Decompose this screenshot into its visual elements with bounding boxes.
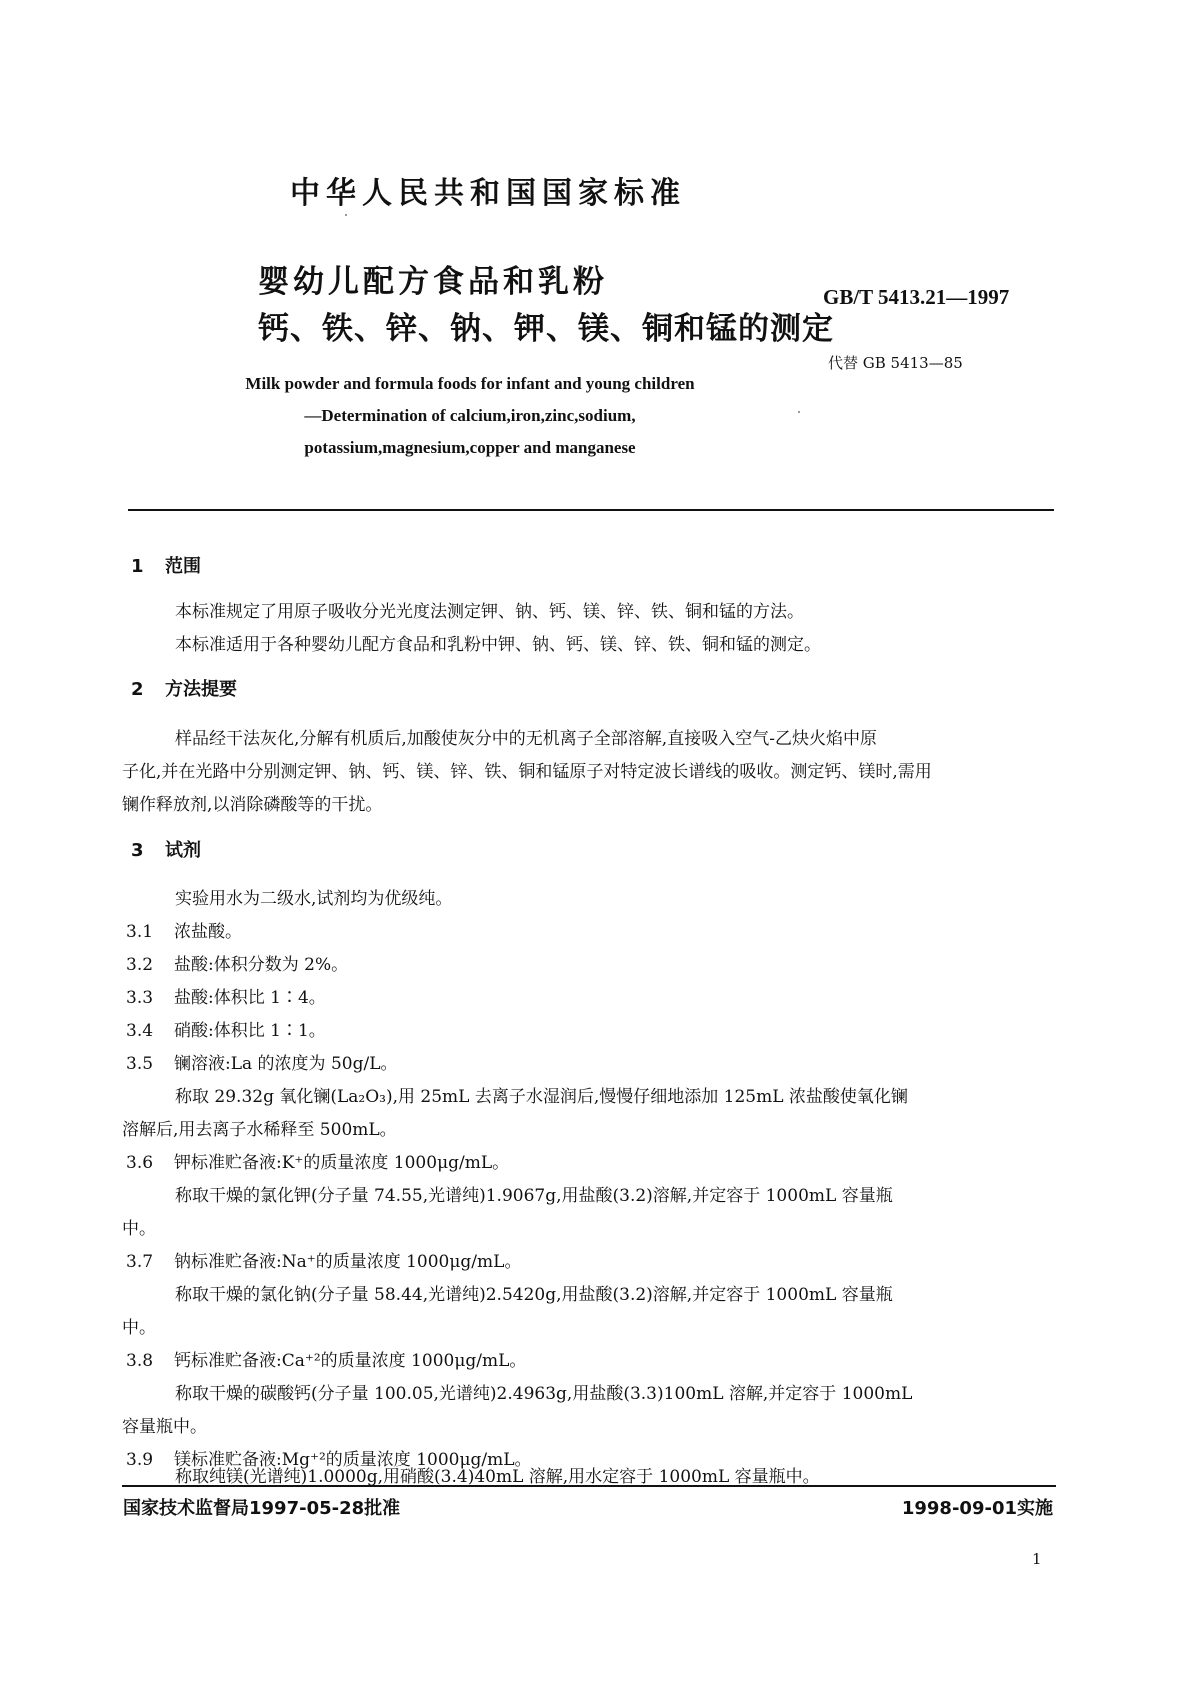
reagent-item — [126, 917, 242, 942]
sodium-prep-line-2: 中。 — [122, 1318, 156, 1338]
reagent-item — [126, 983, 326, 1008]
calcium-prep-line-2: 容量瓶中。 — [122, 1417, 207, 1437]
lanthanum-prep-line-2: 溶解后,用去离子水稀释至 500mL。 — [122, 1120, 397, 1140]
potassium-prep-line-2: 中。 — [122, 1219, 156, 1239]
scan-speck — [345, 214, 347, 216]
scope-paragraph-2: 本标准适用于各种婴幼儿配方食品和乳粉中钾、钠、钙、镁、锌、铁、铜和锰的测定。 — [175, 635, 821, 655]
effective-date: 1998-09-01实施 — [901, 1498, 1053, 1519]
replaces-standard: 代替 GB 5413—85 — [828, 354, 963, 372]
reagent-item — [126, 1016, 326, 1041]
scope-paragraph-1: 本标准规定了用原子吸收分光光度法测定钾、钠、钙、镁、锌、铁、铜和锰的方法。 — [175, 602, 804, 622]
title-chinese-line-2: 钙、铁、锌、钠、钾、镁、铜和锰的测定 — [258, 311, 834, 347]
header-divider — [128, 509, 1054, 511]
section-number: 1 — [131, 556, 144, 577]
item-text: 钠标准贮备液:Na⁺的质量浓度 1000μg/mL。 — [174, 1252, 522, 1272]
section-1-heading — [131, 552, 201, 578]
footer-divider — [122, 1485, 1056, 1487]
section-3-heading — [131, 836, 201, 862]
item-text: 钾标准贮备液:K⁺的质量浓度 1000μg/mL。 — [174, 1153, 510, 1173]
reagents-intro: 实验用水为二级水,试剂均为优级纯。 — [175, 889, 453, 909]
item-number: 3.1 — [126, 922, 154, 942]
title-english-line-2: —Determination of calcium,iron,zinc,sodium, — [304, 406, 636, 425]
reagent-item — [126, 1148, 509, 1173]
title-english-line-1: Milk powder and formula foods for infant and young children — [245, 374, 695, 393]
section-title: 范围 — [165, 556, 201, 577]
scan-speck — [798, 411, 800, 413]
item-number: 3.9 — [126, 1450, 154, 1470]
page-number: 1 — [1032, 1550, 1042, 1568]
magnesium-prep-line-1: 称取纯镁(光谱纯)1.0000g,用硝酸(3.4)40mL 溶解,用水定容于 1000mL 容量瓶中。 — [175, 1467, 820, 1487]
method-line-2: 子化,并在光路中分别测定钾、钠、钙、镁、锌、铁、铜和锰原子对特定波长谱线的吸收。测定钙、镁时,需用 — [122, 762, 932, 782]
calcium-prep-line-1: 称取干燥的碳酸钙(分子量 100.05,光谱纯)2.4963g,用盐酸(3.3)100mL 溶解,并定容于 1000mL — [175, 1384, 913, 1404]
section-number: 2 — [131, 679, 144, 700]
standard-code: GB/T 5413.21—1997 — [823, 285, 1010, 309]
section-title: 试剂 — [165, 840, 201, 861]
item-text: 盐酸:体积分数为 2%。 — [174, 955, 349, 975]
item-number: 3.3 — [126, 988, 154, 1008]
section-number: 3 — [131, 840, 144, 861]
item-text: 镧溶液:La 的浓度为 50g/L。 — [174, 1054, 398, 1074]
item-number: 3.6 — [126, 1153, 154, 1173]
title-chinese-line-1: 婴幼儿配方食品和乳粉 — [258, 264, 608, 300]
item-number: 3.4 — [126, 1021, 154, 1041]
reagent-item — [126, 1346, 526, 1371]
approval-date: 国家技术监督局1997-05-28批准 — [123, 1498, 401, 1519]
item-number: 3.5 — [126, 1054, 154, 1074]
item-number: 3.7 — [126, 1252, 154, 1272]
section-2-heading — [131, 675, 237, 701]
potassium-prep-line-1: 称取干燥的氯化钾(分子量 74.55,光谱纯)1.9067g,用盐酸(3.2)溶解,并定容于 1000mL 容量瓶 — [175, 1186, 893, 1206]
item-text: 浓盐酸。 — [174, 922, 242, 942]
lanthanum-prep-line-1: 称取 29.32g 氧化镧(La₂O₃),用 25mL 去离子水湿润后,慢慢仔细地添加 125mL 浓盐酸使氧化镧 — [175, 1087, 908, 1107]
item-text: 硝酸:体积比 1∶1。 — [174, 1021, 326, 1041]
method-line-3: 镧作释放剂,以消除磷酸等的干扰。 — [122, 795, 383, 815]
title-english-line-3: potassium,magnesium,copper and manganese — [304, 438, 636, 457]
item-text: 盐酸:体积比 1∶4。 — [174, 988, 326, 1008]
sodium-prep-line-1: 称取干燥的氯化钠(分子量 58.44,光谱纯)2.5420g,用盐酸(3.2)溶解,并定容于 1000mL 容量瓶 — [175, 1285, 893, 1305]
national-standard-heading: 中华人民共和国国家标准 — [290, 176, 686, 211]
section-title: 方法提要 — [165, 679, 237, 700]
reagent-item — [126, 950, 348, 975]
item-number: 3.8 — [126, 1351, 154, 1371]
method-line-1: 样品经干法灰化,分解有机质后,加酸使灰分中的无机离子全部溶解,直接吸入空气-乙炔火焰中原 — [175, 729, 877, 749]
reagent-item — [126, 1247, 521, 1272]
item-text: 镁标准贮备液:Mg⁺²的质量浓度 1000μg/mL。 — [174, 1450, 532, 1470]
item-text: 钙标准贮备液:Ca⁺²的质量浓度 1000μg/mL。 — [174, 1351, 527, 1371]
reagent-item — [126, 1049, 398, 1074]
item-number: 3.2 — [126, 955, 154, 975]
